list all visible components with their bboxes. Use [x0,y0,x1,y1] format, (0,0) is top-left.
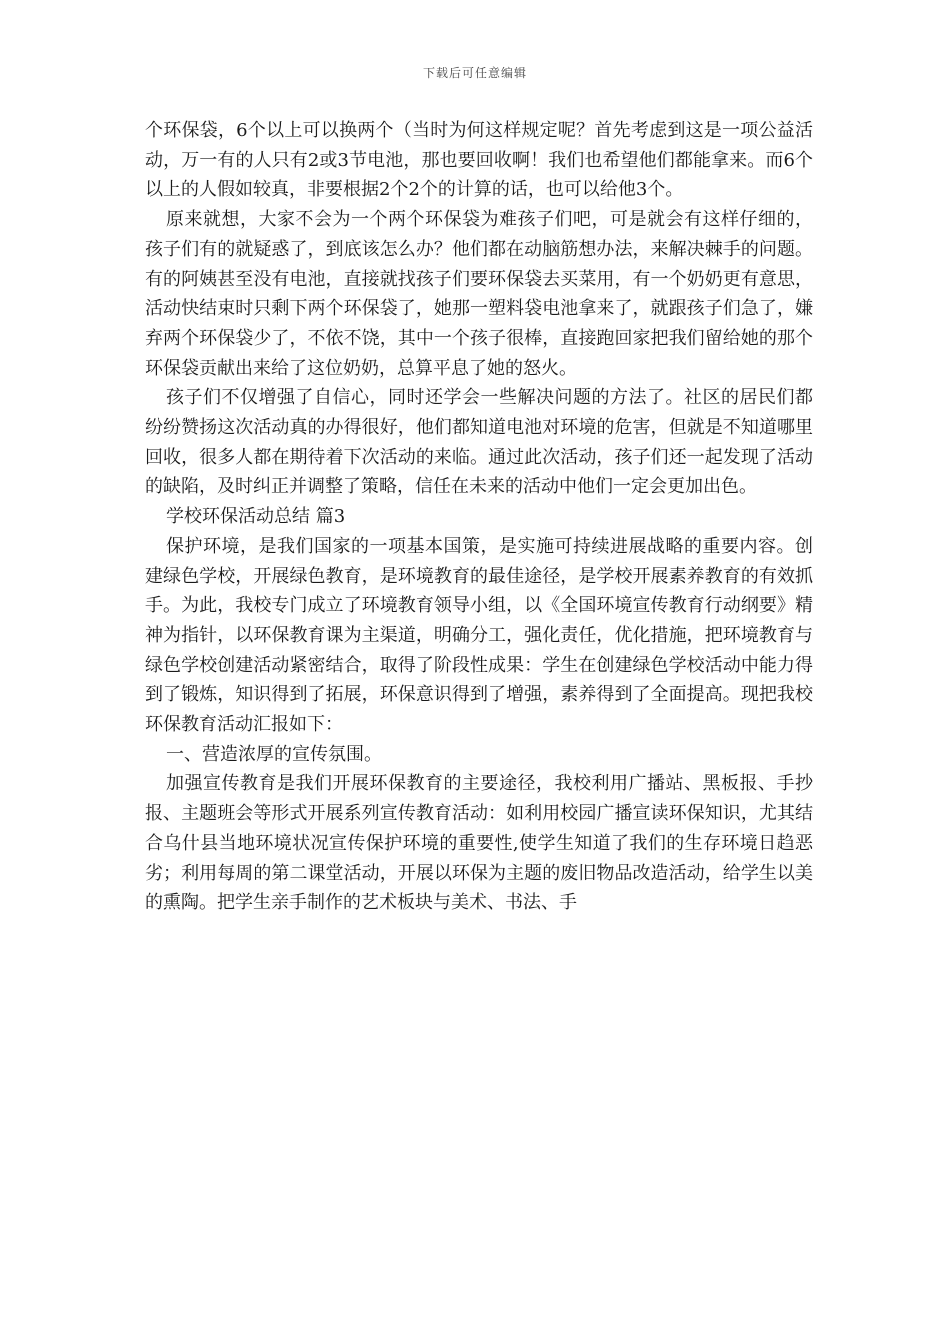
paragraph: 原来就想，大家不会为一个两个环保袋为难孩子们吧，可是就会有这样仔细的，孩子们有的就疑惑了，到底该怎么办？他们都在动脑筋想办法，来解决棘手的问题。有的阿姨甚至没有电池，直接就找孩子们要环保袋去买菜用，有一个奶奶更有意思，活动快结束时只剩下两个环保袋了，她那一塑料袋电池拿来了，就跟孩子们急了，嫌弃两个环保袋少了，不依不饶，其中一个孩子很棒，直接跑回家把我们留给她的那个环保袋贡献出来给了这位奶奶，总算平息了她的怒火。 [145,209,813,379]
paragraph: 孩子们不仅增强了自信心，同时还学会一些解决问题的方法了。社区的居民们都纷纷赞扬这次活动真的办得很好，他们都知道电池对环境的危害，但就是不知道哪里回收，很多人都在期待着下次活动的来临。通过此次活动，孩子们还一起发现了活动的缺陷，及时纠正并调整了策略，信任在未来的活动中他们一定会更加出色。 [145,387,813,498]
page-header: 下载后可任意编辑 [422,66,527,80]
paragraph: 保护环境，是我们国家的一项基本国策，是实施可持续进展战略的重要内容。创建绿色学校，开展绿色教育，是环境教育的最佳途径，是学校开展素养教育的有效抓手。为此，我校专门成立了环境教育领导小组，以《全国环境宣传教育行动纲要》精神为指针，以环保教育课为主渠道，明确分工，强化责任，优化措施，把环境教育与绿色学校创建活动紧密结合，取得了阶段性成果：学生在创建绿色学校活动中能力得到了锻炼，知识得到了拓展，环保意识得到了增强，素养得到了全面提高。现把我校环保教育活动汇报如下： [145,535,813,736]
paragraph: 个环保袋，6个以上可以换两个（当时为何这样规定呢？首先考虑到这是一项公益活动，万一有的人只有2或3节电池，那也要回收啊！我们也希望他们都能拿来。而6个以上的人假如较真，非要根据2个2个的计算的话，也可以给他3个。 [145,120,813,201]
subsection-heading: 一、营造浓厚的宣传氛围。 [166,743,382,765]
section-heading: 学校环保活动总结 篇3 [166,506,346,528]
document-body [145,116,813,918]
paragraph: 加强宣传教育是我们开展环保教育的主要途径，我校利用广播站、黑板报、手抄报、主题班会等形式开展系列宣传教育活动：如利用校园广播宣读环保知识，尤其结合乌什县当地环境状况宣传保护环境的重要性,使学生知道了我们的生存环境日趋恶劣；利用每周的第二课堂活动，开展以环保为主题的废旧物品改造活动，给学生以美的熏陶。把学生亲手制作的艺术板块与美术、书法、手 [145,773,813,914]
